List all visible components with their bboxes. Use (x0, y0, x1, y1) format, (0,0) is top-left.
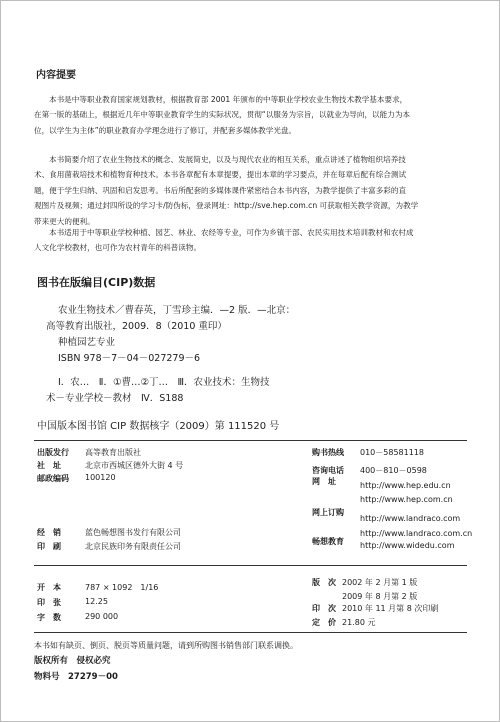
material-number: 物料号 27279－00 (34, 672, 118, 682)
info-label: 印 刷 (37, 542, 61, 551)
website-link[interactable]: http://www.widedu.com (360, 541, 455, 550)
intro-line: 带来更大的便利。 (34, 216, 95, 226)
intro-paragraph-1 (34, 92, 472, 138)
quality-notice: 本书如有缺页、倒页、脱页等质量问题，请到所购图书销售部门联系调换。 (34, 641, 298, 650)
cip-line: 高等教育出版社，2009．8（2010 重印） (46, 321, 227, 332)
spec-value: 787 × 1092 1/16 (85, 583, 159, 592)
website-link[interactable]: http://www.landraco.com.cn (360, 529, 473, 538)
divider-top (34, 440, 467, 441)
spec-value: 2010 年 11 月第 8 次印刷 (342, 604, 439, 613)
intro-line: 本书是中等职业教育国家规划教材，根据教育部 2001 年颁布的中等职业学校农业生物技术教学基本要求， (49, 95, 408, 104)
intro-line: 本书适用于中等职业学校种植、园艺、林业、农经等专业，可作为乡镇干部、农民实用技术培训教材和农村成 (49, 228, 414, 237)
intro-line: 本书简要介绍了农业生物技术的概念、发展简史，以及与现代农业的相互关系，重点讲述了植物组织培养技 (49, 155, 406, 164)
cip-title: 图书在版编目(CIP)数据 (37, 276, 156, 289)
info-value: 蓝色畅想图书发行有限公司 (85, 528, 181, 537)
spec-value: 290 000 (85, 612, 119, 621)
info-label: 网 址 (312, 477, 336, 486)
intro-paragraph-3 (34, 225, 472, 256)
info-label: 购书热线 (312, 448, 344, 457)
spec-value: 21.80 元 (342, 618, 376, 627)
website-link[interactable]: http://www.hep.edu.cn (360, 481, 451, 490)
spec-label: 字 数 (37, 613, 61, 622)
divider-middle (34, 565, 467, 566)
spec-label: 定 价 (312, 618, 336, 627)
spec-label: 版 次 (312, 578, 336, 587)
cip-line: 农业生物技术／曹春英，丁雪珍主编．—2 版．—北京： (58, 305, 296, 316)
info-label: 邮政编码 (37, 474, 69, 483)
copyright-notice: 版权所有 侵权必究 (34, 656, 111, 666)
cip-line: Ⅰ．农… Ⅱ．①曹…②丁… Ⅲ．农业技术：生物技 (58, 377, 270, 388)
cip-line: 种植园艺专业 (58, 337, 116, 348)
info-label: 网上订购 (312, 508, 344, 517)
spec-value: 2009 年 8 月第 2 版 (342, 592, 418, 601)
info-value: 100120 (85, 473, 116, 482)
spec-label: 开 本 (37, 583, 61, 592)
intro-line: 观图片及视频；通过封四所设的学习卡/防伪标，登录网址：http://sve.hep.com.cn 可获取相关教学资源，为教学 (34, 201, 419, 211)
cip-line: ISBN 978－7－04－027279－6 (58, 353, 201, 364)
cip-library-number: 中国版本图书馆 CIP 数据核字（2009）第 111520 号 (37, 421, 280, 432)
info-value: 北京市西城区德外大街 4 号 (85, 461, 184, 470)
divider-bottom (34, 632, 467, 633)
intro-line: 术、食用菌栽培技术和植物育种技术。本书各章配有本章提要，提出本章的学习要点，并在每章后配有综合测试 (34, 170, 407, 180)
spec-label: 印 次 (312, 604, 336, 613)
info-value: 400－810－0598 (360, 466, 427, 475)
cip-line: 术－专业学校－教材 Ⅳ．S188 (46, 393, 184, 404)
info-label: 社 址 (37, 461, 61, 470)
intro-paragraph-2 (34, 152, 472, 226)
info-value: 北京民族印务有限责任公司 (85, 542, 181, 551)
info-value: 010－58581118 (360, 448, 424, 457)
info-label: 畅想教育 (312, 537, 344, 546)
intro-title: 内容提要 (36, 70, 76, 81)
website-link[interactable]: http://www.landraco.com (360, 514, 461, 523)
website-link[interactable]: http://www.hep.com.cn (360, 495, 453, 504)
info-label: 出版发行 (37, 448, 69, 457)
intro-line: 在第一版的基础上，根据近几年中等职业教育学生的实际状况，贯彻“以服务为宗旨，以就业为导向，以能力为本 (34, 110, 411, 120)
intro-line: 人文化学校教材，也可作为农村青年的科普读物。 (34, 243, 202, 253)
spec-value: 12.25 (85, 597, 108, 606)
info-label: 经 销 (37, 528, 61, 537)
intro-line: 位，以学生为主体”的职业教育办学理念进行了修订，并配套多媒体教学光盘。 (34, 125, 297, 135)
spec-label: 印 张 (37, 598, 61, 607)
info-label: 咨询电话 (312, 466, 344, 475)
intro-line: 题，便于学生归纳、巩固和启发思考。书后所配套的多媒体课件紧密结合本书内容，为教学提供了丰富多彩的直 (34, 185, 407, 195)
spec-value: 2002 年 2 月第 1 版 (342, 578, 418, 587)
info-value: 高等教育出版社 (85, 448, 141, 457)
